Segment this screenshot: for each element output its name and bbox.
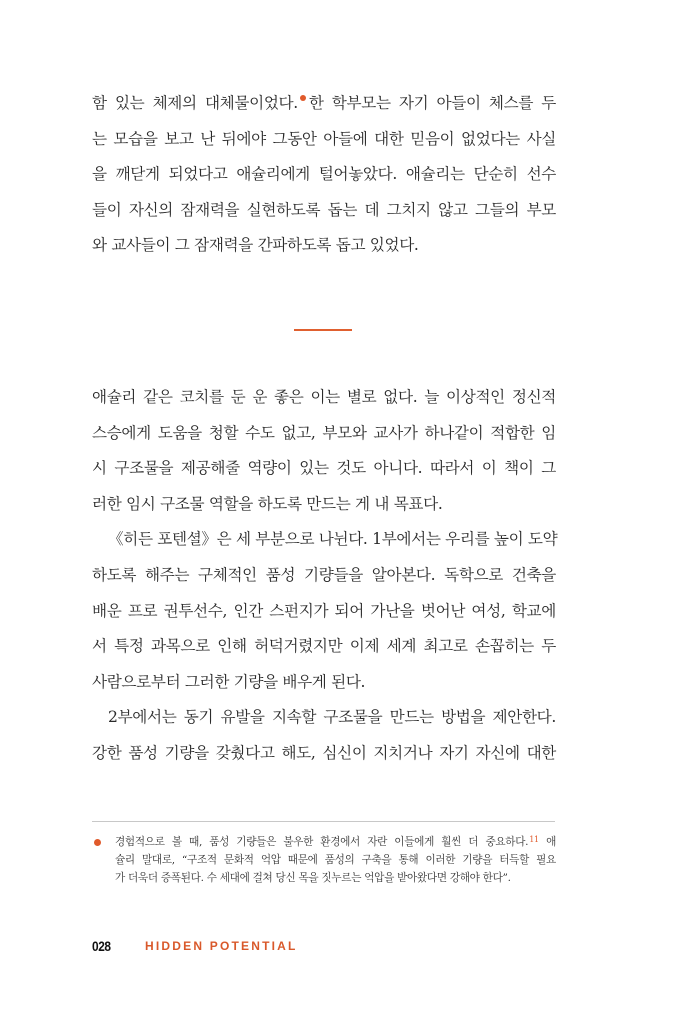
footnote [92, 833, 556, 887]
running-title: HIDDEN POTENTIAL [145, 939, 298, 953]
text-line: 배운 프로 권투선수, 인간 스펀지가 되어 가난을 벗어난 여성, 학교에 [92, 601, 556, 620]
page-number: 028 [92, 938, 111, 954]
text-fragment: 애 [546, 836, 556, 848]
text-line: 러한 임시 구조물 역할을 하도록 만드는 게 내 목표다. [92, 494, 443, 513]
text-line: 강한 품성 기량을 갖췄다고 해도, 심신이 지치거나 자기 자신에 대한 [92, 743, 556, 762]
text-line: 을 깨닫게 되었다고 애슐리에게 털어놓았다. 애슐리는 단순히 선수 [92, 165, 556, 184]
text-line: 2부에서는 동기 유발을 지속할 구조물을 만드는 방법을 제안한다. [108, 708, 556, 727]
paragraph [92, 380, 556, 522]
text-line: 시 구조물을 제공해줄 역량이 있는 것도 아니다. 따라서 이 책이 그 [92, 459, 556, 478]
text-line: 스승에게 도움을 청할 수도 없고, 부모와 교사가 하나같이 적합한 임 [92, 423, 556, 442]
footnote-line: 가 더욱더 증폭된다. 수 세대에 걸쳐 당신 목을 짓누르는 억압을 받아왔다면 강해야 한다”. [115, 872, 511, 884]
paragraph [92, 700, 556, 771]
text-line [92, 86, 556, 122]
section-divider [294, 329, 352, 331]
section-2 [92, 380, 556, 772]
text-line: 들이 자신의 잠재력을 실현하도록 돕는 데 그치지 않고 그들의 부모 [92, 200, 556, 219]
text-line: 서 특정 과목으로 인해 허덕거렸지만 이제 세계 최고로 손꼽히는 두 [92, 637, 556, 656]
footnote-line: 슐리 말대로, “구조적 문화적 억압 때문에 품성의 구축을 통해 이러한 기량을 터득할 필요 [115, 854, 556, 866]
text-line: 애슐리 같은 코치를 둔 운 좋은 이는 별로 없다. 늘 이상적인 정신적 [92, 388, 556, 406]
footnote-rule [92, 821, 555, 822]
text-line: 《히든 포텐셜》은 세 부분으로 나뉜다. 1부에서는 우리를 높이 도약 [108, 530, 558, 549]
text-line: 하도록 해주는 구체적인 품성 기량들을 알아본다. 독학으로 건축을 [92, 565, 556, 584]
footnote-line [115, 833, 556, 851]
text-fragment: 경험적으로 볼 때, 품성 기량들은 불우한 환경에서 자란 이들에게 훨씬 더 중요하다. [115, 836, 529, 848]
text-fragment: 함 있는 체제의 대체물이었다. [92, 94, 298, 112]
footnote-marker-icon [300, 95, 306, 101]
footnote-bullet-icon [94, 839, 101, 846]
text-line: 는 모습을 보고 난 뒤에야 그동안 아들에 대한 믿음이 없었다는 사실 [92, 129, 556, 148]
paragraph [92, 522, 556, 700]
text-fragment: 한 학부모는 자기 아들이 체스를 두 [308, 94, 556, 112]
endnote-reference[interactable]: 11 [529, 835, 539, 844]
text-line: 와 교사들이 그 잠재력을 간파하도록 돕고 있었다. [92, 236, 419, 255]
section-1-paragraph [92, 86, 556, 264]
text-line: 사람으로부터 그러한 기량을 배우게 된다. [92, 672, 366, 691]
